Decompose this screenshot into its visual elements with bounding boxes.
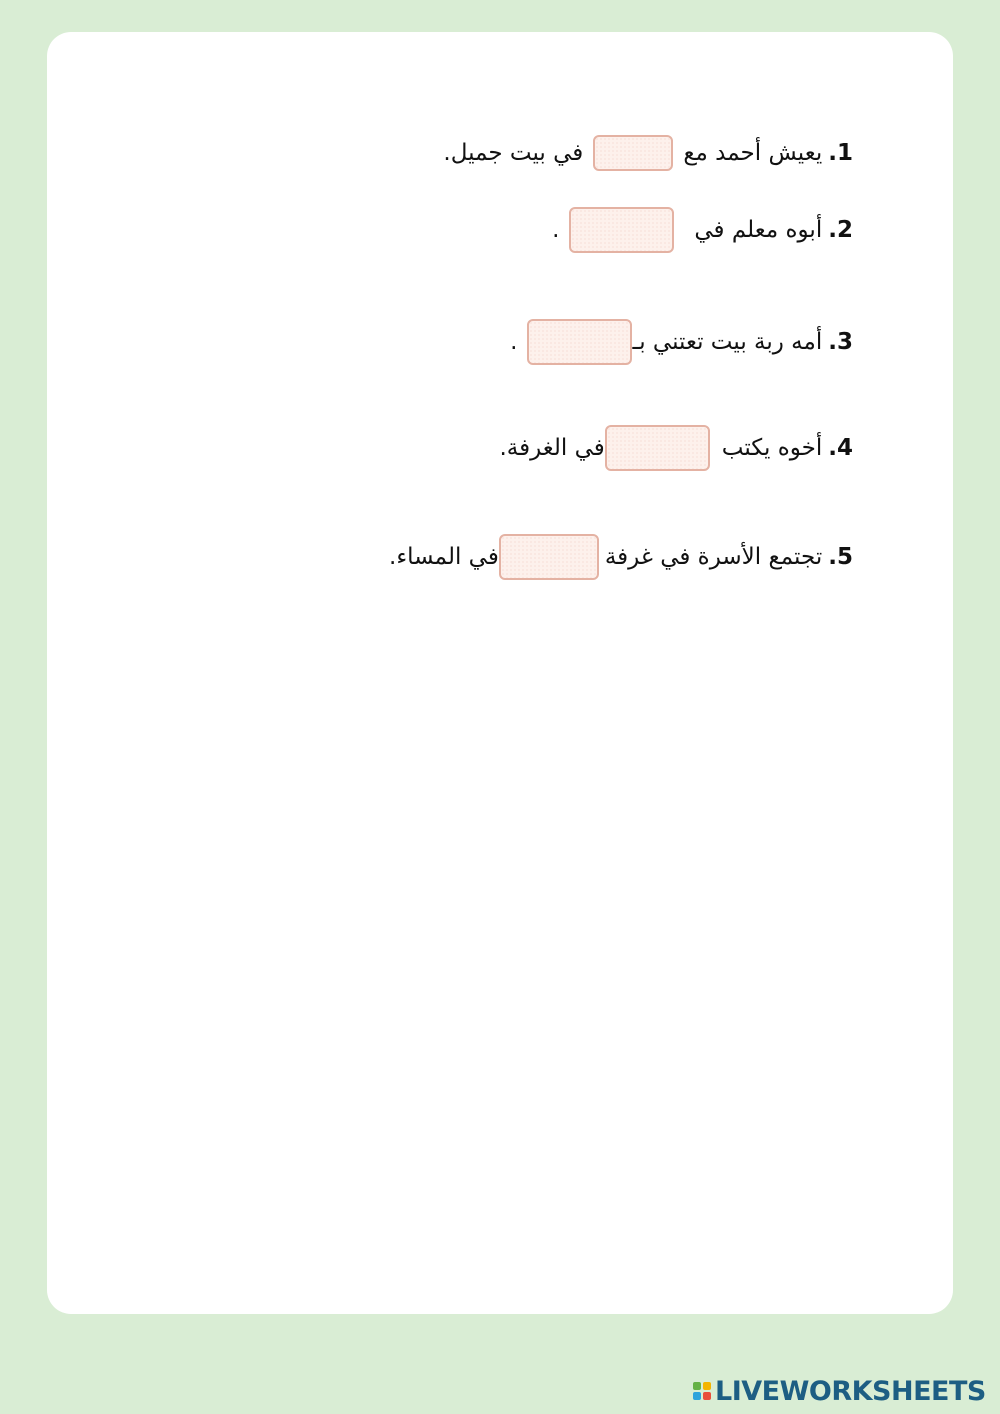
question-text-after: في الغرفة.: [499, 435, 605, 461]
question-4: [499, 423, 853, 473]
question-text-after: في المساء.: [389, 544, 499, 570]
question-number: 3.: [828, 329, 853, 355]
answer-input-5[interactable]: [499, 534, 599, 580]
question-number: 2.: [828, 217, 853, 243]
question-text-before: أخوه يكتب: [721, 435, 823, 461]
logo-text: LIVEWORKSHEETS: [715, 1375, 986, 1407]
question-text-after: .: [510, 329, 518, 355]
logo-square: [703, 1382, 711, 1390]
question-text-after: في بيت جميل.: [443, 140, 584, 166]
answer-input-4[interactable]: [605, 425, 710, 471]
worksheet-page: [47, 32, 953, 1314]
question-text-after: .: [552, 217, 560, 243]
question-number: 5.: [828, 544, 853, 570]
question-5: [389, 532, 853, 582]
question-text-before: يعيش أحمد مع: [683, 140, 823, 166]
question-3: [510, 317, 853, 367]
liveworksheets-logo[interactable]: [693, 1374, 986, 1408]
answer-input-2[interactable]: [569, 207, 674, 253]
question-number: 4.: [828, 435, 853, 461]
question-2: [552, 205, 853, 255]
question-text-before: أبوه معلم في: [694, 217, 823, 243]
answer-input-3[interactable]: [527, 319, 632, 365]
question-1: [443, 128, 853, 178]
question-number: 1.: [828, 140, 853, 166]
answer-input-1[interactable]: [593, 135, 673, 171]
logo-square: [703, 1392, 711, 1400]
logo-square: [693, 1392, 701, 1400]
logo-square: [693, 1382, 701, 1390]
question-text-before: تجتمع الأسرة في غرفة: [604, 544, 823, 570]
question-text-before: أمه ربة بيت تعتني بـ: [632, 329, 823, 355]
logo-icon: [693, 1382, 711, 1400]
